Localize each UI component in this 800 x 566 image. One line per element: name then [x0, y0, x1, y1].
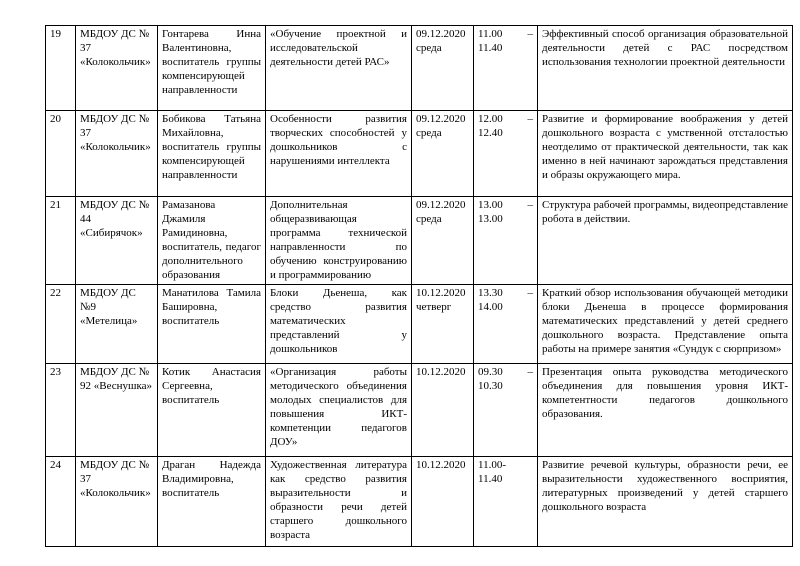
cell-institution: МБДОУ ДС №9 «Метелица» — [76, 285, 158, 364]
cell-date: 10.12.2020 — [412, 364, 474, 457]
schedule-table — [45, 25, 793, 547]
cell-institution: МБДОУ ДС № 92 «Веснушка» — [76, 364, 158, 457]
cell-row-number: 24 — [46, 457, 76, 547]
cell-person: Манатилова Тамила Башировна, воспитатель — [158, 285, 266, 364]
cell-row-number: 21 — [46, 197, 76, 285]
cell-description: Презентация опыта руководства методического объединения для повышения уровня ИКТ-компетентности педагогов дошкольного образования. — [538, 364, 793, 457]
cell-topic: Художественная литература как средство развития выразительности и образности речи детей старшего дошкольного возраста — [266, 457, 412, 547]
cell-row-number: 19 — [46, 26, 76, 111]
cell-institution: МБДОУ ДС № 37 «Колокольчик» — [76, 26, 158, 111]
cell-time: 13.00 – 13.00 — [474, 197, 538, 285]
cell-description: Краткий обзор использования обучающей методики блоки Дьенеша в процессе формирования математических представлений у детей среднего дошкольного возраста. Представление опыта работы на примере занятия «Сундук с сюрпризом» — [538, 285, 793, 364]
cell-person: Гонтарева Инна Валентиновна, воспитатель группы компенсирующей направленности — [158, 26, 266, 111]
cell-institution: МБДОУ ДС № 37 «Колокольчик» — [76, 457, 158, 547]
table-row — [46, 364, 793, 457]
cell-row-number: 22 — [46, 285, 76, 364]
cell-time: 11.00- 11.40 — [474, 457, 538, 547]
cell-person: Котик Анастасия Сергеевна, воспитатель — [158, 364, 266, 457]
cell-time: 13.30 – 14.00 — [474, 285, 538, 364]
table-row — [46, 285, 793, 364]
cell-person: Бобикова Татьяна Михайловна, воспитатель группы компенсирующей направленности — [158, 111, 266, 197]
table-row — [46, 111, 793, 197]
cell-row-number: 20 — [46, 111, 76, 197]
cell-date: 09.12.2020 среда — [412, 26, 474, 111]
cell-time: 11.00 – 11.40 — [474, 26, 538, 111]
cell-date: 09.12.2020 среда — [412, 197, 474, 285]
cell-date: 10.12.2020 — [412, 457, 474, 547]
cell-institution: МБДОУ ДС № 37 «Колокольчик» — [76, 111, 158, 197]
table-row — [46, 197, 793, 285]
cell-topic: «Организация работы методического объединения молодых специалистов для повышения ИКТ-компетенции педагогов ДОУ» — [266, 364, 412, 457]
cell-time: 12.00 – 12.40 — [474, 111, 538, 197]
cell-time: 09.30 – 10.30 — [474, 364, 538, 457]
cell-description: Развитие и формирование воображения у детей дошкольного возраста с умственной отсталостью неотделимо от практической деятельности, так как именно в ней начинают зарождаться представления и образы окружающего мира. — [538, 111, 793, 197]
table-row — [46, 457, 793, 547]
cell-person: Драган Надежда Владимировна, воспитатель — [158, 457, 266, 547]
cell-row-number: 23 — [46, 364, 76, 457]
cell-date: 09.12.2020 среда — [412, 111, 474, 197]
cell-person: Рамазанова Джамиля Рамидиновна, воспитатель, педагог дополнительного образования — [158, 197, 266, 285]
cell-description: Эффективный способ организация образовательной деятельности детей с РАС посредством использования технологии проектной деятельности — [538, 26, 793, 111]
cell-topic: Особенности развития творческих способностей у дошкольников с нарушениями интеллекта — [266, 111, 412, 197]
cell-description: Развитие речевой культуры, образности речи, ее выразительности художественного восприятия, литературных произведений у детей старшего дошкольного возраста — [538, 457, 793, 547]
cell-institution: МБДОУ ДС № 44 «Сибирячок» — [76, 197, 158, 285]
cell-topic: Блоки Дьенеша, как средство развития математических представлений у дошкольников — [266, 285, 412, 364]
cell-date: 10.12.2020 четверг — [412, 285, 474, 364]
cell-description: Структура рабочей программы, видеопредставление робота в действии. — [538, 197, 793, 285]
cell-topic: Дополнительная общеразвивающая программа технической направленности по обучению конструированию и программированию — [266, 197, 412, 285]
cell-topic: «Обучение проектной и исследовательской деятельности детей РАС» — [266, 26, 412, 111]
table-row — [46, 26, 793, 111]
